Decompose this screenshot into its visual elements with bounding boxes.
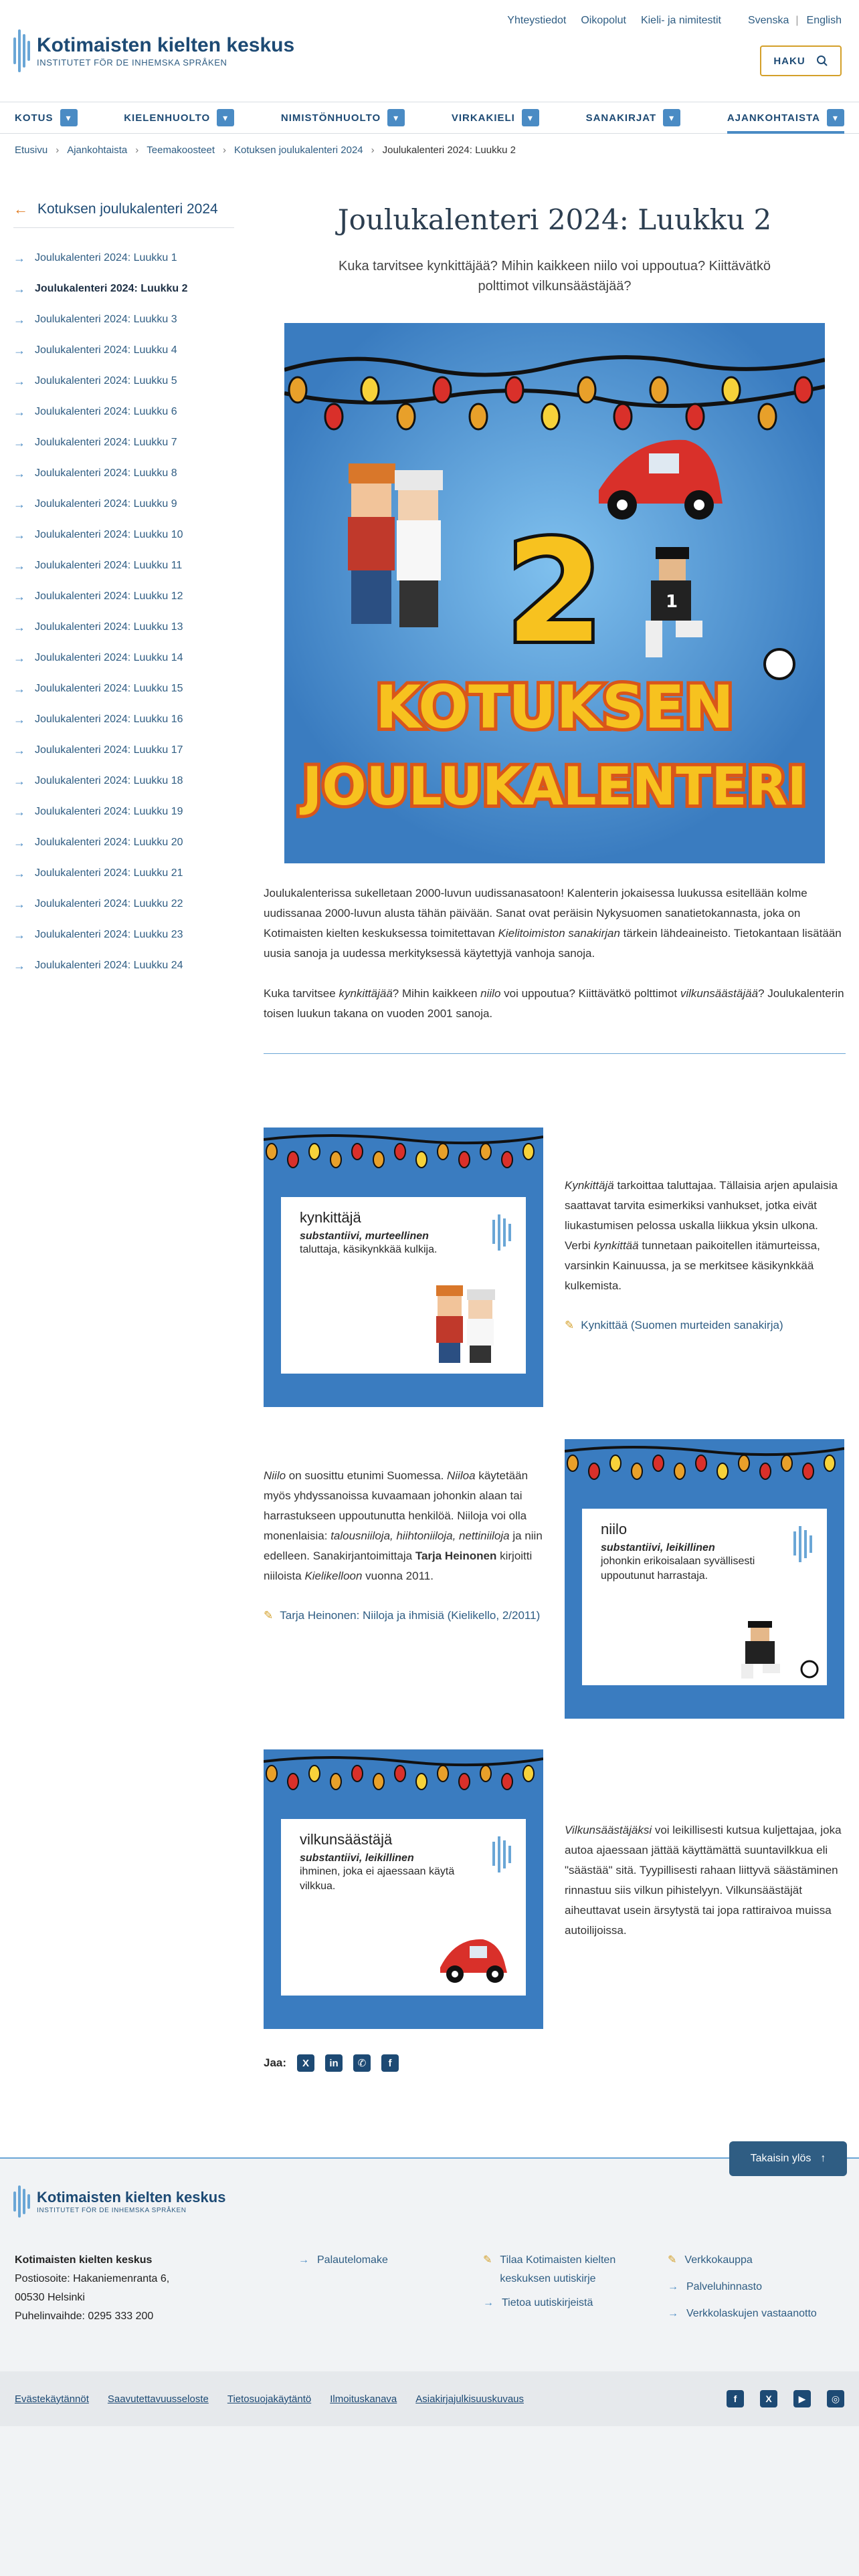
- instagram-icon[interactable]: ◎: [827, 2390, 844, 2407]
- nav-ajankohtaista[interactable]: AJANKOHTAISTA ▾: [727, 102, 844, 134]
- light-bulb-icon: [502, 1152, 512, 1168]
- page-title: Joulukalenteri 2024: Luukku 2: [337, 203, 772, 236]
- chevron-right-icon: ›: [223, 144, 226, 156]
- link-niiloja-ja-ihmisia[interactable]: ✎ Tarja Heinonen: Niiloja ja ihmisiä (Kielikello, 2/2011): [264, 1606, 551, 1625]
- sidebar-item[interactable]: [13, 304, 234, 335]
- arrow-right-icon: →: [13, 312, 25, 326]
- arrow-right-icon: →: [298, 2254, 309, 2266]
- sidebar-item[interactable]: [13, 858, 234, 889]
- sidebar-item-label: Joulukalenteri 2024: Luukku 10: [35, 529, 183, 540]
- nav-kielenhuolto[interactable]: KIELENHUOLTO ▾: [124, 102, 234, 134]
- arrow-right-icon: →: [668, 2308, 678, 2319]
- light-bulb-icon: [395, 1144, 405, 1160]
- footer-logo[interactable]: [13, 2184, 225, 2219]
- section-divider: [264, 1053, 846, 1054]
- light-bulb-icon: [459, 1152, 470, 1168]
- light-string-icon: [264, 1128, 543, 1174]
- word-card-vilkunsaastaja: [264, 1749, 543, 2029]
- share-label: Jaa:: [264, 2056, 287, 2069]
- arrow-right-icon: →: [13, 958, 25, 972]
- sidebar: [13, 201, 234, 981]
- light-bulb-icon: [289, 377, 306, 403]
- light-bulb-icon: [578, 377, 595, 403]
- arrow-right-icon: →: [13, 774, 25, 788]
- card-definition: johonkin erikoisalaan syvällisesti uppoutunut harrastaja.: [601, 1555, 755, 1582]
- sidebar-item[interactable]: [13, 673, 234, 704]
- chevron-down-icon[interactable]: ▾: [827, 109, 844, 126]
- arrow-right-icon: →: [13, 374, 25, 388]
- light-bulb-icon: [674, 1463, 685, 1479]
- sidebar-item-label: Joulukalenteri 2024: Luukku 23: [35, 929, 183, 940]
- word-text-vilkunsaastaja: Vilkunsäästäjäksi voi leikillisesti kutsua kuljettajaa, joka autoa ajaessaan jättää käyttämättä suuntavilkkua eli "säästää" sitä. Tyypillisesti rahaan liittyvä säästäminen rinnastuu siis vilkun pihistelyyn. Vilkunsäästäjät aiheuttavat usein ärsytystä tai jopa rattiraivoa muissa autoilijoissa.: [565, 1824, 842, 1937]
- nav-virkakieli[interactable]: VIRKAKIELI ▾: [452, 102, 539, 134]
- footer-logo-subtitle: INSTITUTET FÖR DE INHEMSKA SPRÅKEN: [37, 2206, 187, 2214]
- footer-logo-title: Kotimaisten kielten keskus: [37, 2188, 226, 2206]
- card-word: niilo: [601, 1521, 628, 1537]
- sidebar-item-label: Joulukalenteri 2024: Luukku 6: [35, 406, 177, 417]
- arrow-right-icon: →: [13, 620, 25, 634]
- sidebar-item[interactable]: [13, 397, 234, 427]
- intro-paragraph-2: Kuka tarvitsee kynkittäjää? Mihin kaikkeen niilo voi uppoutua? Kiittävätkö polttimot vilkunsäästäjää? Joulukalenterin toisen luukun takana on vuoden 2001 sanoja.: [264, 987, 844, 1020]
- footer-address-2: 00530 Helsinki: [15, 2292, 85, 2303]
- word-text-kynkittaja: Kynkittäjä tarkoittaa taluttajaa. Tällaisia arjen apulaisia saattavat tarvita esimerkiksi vanhukset, jotka eivät liukastumisen pelossa uskalla liikkua yksin ulkona. Verbi kynkittää tunnetaan paikoitellen itämurteissa, varsinkin Kainuussa, ja se merkitsee käsikynkkää kulkemista. ✎ Kynkittää (Suomen murteiden sanakirja): [565, 1176, 843, 1335]
- arrow-right-icon: →: [13, 528, 25, 542]
- light-bulb-icon: [373, 1152, 384, 1168]
- footer-link-cookies[interactable]: Evästekäytännöt: [15, 2393, 89, 2405]
- light-bulb-icon: [759, 404, 776, 429]
- light-bulb-icon: [824, 1455, 835, 1471]
- light-bulb-icon: [288, 1774, 298, 1790]
- word-text-niilo: Niilo on suosittu etunimi Suomessa. Niiloa käytetään myös yhdyssanoissa kuvaamaan johonkin alaan tai harrastukseen uppoutunutta henkilöä. Niiloja voi olla monenlaisia: talousniiloja, hiihtoniiloja, nettiniiloja ja niin edelleen. Sanakirjantoimittaja Tarja Heinonen kirjoitti niiloista Kielikelloon vuonna 2011. ✎ Tarja Heinonen: Niiloja ja ihmisiä (Kielikello, 2/2011): [264, 1466, 551, 1625]
- footer-col-4: [668, 2251, 848, 2323]
- chevron-down-icon[interactable]: ▾: [663, 109, 680, 126]
- arrow-right-icon: →: [13, 343, 25, 357]
- share-bar: [264, 2054, 399, 2072]
- footer-link-privacy[interactable]: Tietosuojakäytäntö: [227, 2393, 312, 2405]
- arrow-right-icon: →: [13, 435, 25, 449]
- footer-org-name: Kotimaisten kielten keskus: [15, 2254, 153, 2266]
- light-bulb-icon: [330, 1152, 341, 1168]
- light-bulb-icon: [781, 1455, 792, 1471]
- footer-link-documents[interactable]: Asiakirjajulkisuuskuvaus: [415, 2393, 524, 2405]
- sidebar-item[interactable]: [13, 950, 234, 981]
- lead-text: Kuka tarvitsee kynkittäjää? Mihin kaikkeen niilo voi uppoutua? Kiittävätkö polttimot vilkunsäästäjää?: [339, 259, 771, 294]
- sidebar-item-label: Joulukalenteri 2024: Luukku 24: [35, 960, 183, 971]
- intro-paragraph-1: Joulukalenterissa sukelletaan 2000-luvun uudissanasatoon! Kalenterin jokaisessa luukussa esitellään kolme uudissanaa 2000-luvun alusta tähän päivään. Sanat ovat peräisin Nykysuomen sanatietokannasta, joka on Kotimaisten kielten keskuksessa toimitettavan Kielitoimiston sanakirjan tärkein lähdeaineisto. Tietokantaan lisätään uusia sanoja ja uudessa merkityksessä käytettyjä vanhoja sanoja.: [264, 887, 842, 960]
- nav-nimistonhuolto[interactable]: NIMISTÖNHUOLTO ▾: [281, 102, 405, 134]
- sidebar-item[interactable]: [13, 427, 234, 458]
- arrow-right-icon: →: [13, 651, 25, 665]
- sidebar-item[interactable]: [13, 920, 234, 950]
- light-bulb-icon: [610, 1455, 621, 1471]
- utility-links: [492, 15, 842, 27]
- card-word-type: substantiivi, murteellinen: [300, 1230, 429, 1242]
- arrow-right-icon: →: [13, 589, 25, 603]
- sidebar-item[interactable]: [13, 735, 234, 766]
- arrow-right-icon: →: [13, 282, 25, 296]
- sidebar-item[interactable]: [13, 243, 234, 274]
- arrow-right-icon: →: [13, 866, 25, 880]
- light-string-icon: [565, 1439, 844, 1486]
- light-bulb-icon: [438, 1144, 448, 1160]
- arrow-right-icon: →: [13, 558, 25, 572]
- arrow-right-icon: →: [13, 405, 25, 419]
- search-label: HAKU: [773, 55, 805, 67]
- sidebar-item-label: Joulukalenteri 2024: Luukku 12: [35, 591, 183, 602]
- word-card-kynkittaja: [264, 1128, 543, 1407]
- sidebar-item-label: Joulukalenteri 2024: Luukku 5: [35, 375, 177, 387]
- light-bulb-icon: [395, 1765, 405, 1782]
- light-bulb-icon: [653, 1455, 664, 1471]
- sidebar-item[interactable]: [13, 704, 234, 735]
- logo-mark-icon: [13, 27, 30, 75]
- chevron-right-icon: ›: [135, 144, 139, 156]
- sidebar-item[interactable]: [13, 766, 234, 796]
- arrow-right-icon: →: [13, 681, 25, 695]
- footer-phone: Puhelinvaihde: 0295 333 200: [15, 2311, 154, 2322]
- light-bulb-icon: [416, 1152, 427, 1168]
- kotus-mark-icon: [792, 1525, 814, 1565]
- site-logo[interactable]: [13, 27, 294, 75]
- footer-col-3: [483, 2251, 644, 2313]
- logo-title: Kotimaisten kielten keskus: [37, 33, 295, 56]
- light-bulb-icon: [523, 1144, 534, 1160]
- chevron-right-icon: ›: [56, 144, 60, 156]
- light-bulb-icon: [523, 1765, 534, 1782]
- sidebar-item[interactable]: [13, 796, 234, 827]
- arrow-right-icon: →: [13, 497, 25, 511]
- logo-subtitle: INSTITUTET FÖR DE INHEMSKA SPRÅKEN: [37, 57, 227, 68]
- youtube-icon[interactable]: ▶: [793, 2390, 811, 2407]
- link-kynkittaa[interactable]: ✎ Kynkittää (Suomen murteiden sanakirja): [565, 1316, 843, 1335]
- footer-link-accessibility[interactable]: Saavutettavuusseloste: [107, 2393, 209, 2405]
- arrow-right-icon: →: [13, 897, 25, 911]
- facebook-icon[interactable]: f: [381, 2054, 399, 2072]
- light-bulb-icon: [567, 1455, 578, 1471]
- sidebar-item-label: Joulukalenteri 2024: Luukku 3: [35, 314, 177, 325]
- kotus-mark-icon: [491, 1835, 512, 1875]
- light-bulb-icon: [434, 377, 451, 403]
- footer-bottom-bar: [0, 2371, 859, 2426]
- light-bulb-icon: [416, 1774, 427, 1790]
- sidebar-title: Kotuksen joulukalenteri 2024: [37, 201, 218, 217]
- sidebar-item-label: Joulukalenteri 2024: Luukku 9: [35, 498, 177, 510]
- light-bulb-icon: [686, 404, 704, 429]
- lang-separator: |: [795, 15, 799, 26]
- hero-line-1: KOTUKSEN: [375, 673, 734, 742]
- sidebar-item[interactable]: [13, 612, 234, 643]
- search-icon: [816, 55, 828, 67]
- back-to-top-button[interactable]: Takaisin ylös ↑: [729, 2141, 847, 2176]
- arrow-right-icon: →: [13, 928, 25, 942]
- arrow-right-icon: →: [668, 2281, 678, 2292]
- link-contacts[interactable]: Yhteystiedot: [507, 15, 567, 26]
- nav-kotus[interactable]: KOTUS ▾: [15, 102, 78, 134]
- sidebar-item-label: Joulukalenteri 2024: Luukku 1: [35, 252, 177, 263]
- card-word-type: substantiivi, leikillinen: [601, 1542, 715, 1553]
- breadcrumb-current: Joulukalenteri 2024: Luukku 2: [382, 144, 516, 156]
- sidebar-item-label: Joulukalenteri 2024: Luukku 19: [35, 806, 183, 817]
- light-bulb-icon: [373, 1774, 384, 1790]
- facebook-icon[interactable]: f: [727, 2390, 744, 2407]
- soccer-player-icon: [728, 1620, 822, 1680]
- x-icon[interactable]: X: [760, 2390, 777, 2407]
- light-bulb-icon: [502, 1774, 512, 1790]
- red-car-icon: [435, 1933, 515, 1986]
- sidebar-item[interactable]: [13, 643, 234, 673]
- light-bulb-icon: [803, 1463, 814, 1479]
- light-bulb-icon: [459, 1774, 470, 1790]
- light-bulb-icon: [480, 1144, 491, 1160]
- arrow-left-icon: ←: [13, 201, 28, 217]
- sidebar-item-label: Joulukalenteri 2024: Luukku 22: [35, 898, 183, 909]
- light-bulb-icon: [795, 377, 812, 403]
- chevron-down-icon[interactable]: ▾: [522, 109, 539, 126]
- sidebar-item[interactable]: [13, 889, 234, 920]
- light-bulb-icon: [717, 1463, 728, 1479]
- hero-line-2: JOULUKALENTERI: [302, 757, 807, 817]
- two-people-icon: [432, 1279, 499, 1366]
- lang-english[interactable]: English: [806, 15, 842, 26]
- light-bulb-icon: [632, 1463, 642, 1479]
- link-shortcuts[interactable]: Oikopolut: [581, 15, 626, 26]
- footer-link-invoices[interactable]: → Verkkolaskujen vastaanotto: [668, 2304, 848, 2323]
- breadcrumb-link[interactable]: Kotuksen joulukalenteri 2024: [234, 144, 363, 156]
- sidebar-item[interactable]: [13, 550, 234, 581]
- footer-link-newsletter-info[interactable]: → Tietoa uutiskirjeistä: [483, 2294, 644, 2313]
- pencil-icon: ✎: [565, 1319, 575, 1331]
- light-bulb-icon: [723, 377, 740, 403]
- pencil-icon: ✎: [668, 2254, 677, 2266]
- sidebar-item[interactable]: [13, 458, 234, 489]
- chevron-down-icon[interactable]: ▾: [387, 109, 405, 126]
- breadcrumb-link[interactable]: Ajankohtaista: [67, 144, 128, 156]
- sidebar-item-label: Joulukalenteri 2024: Luukku 18: [35, 775, 183, 786]
- site-footer: [0, 2153, 859, 2576]
- arrow-up-icon: ↑: [820, 2153, 826, 2164]
- link-language-tests[interactable]: Kieli- ja nimitestit: [640, 15, 721, 26]
- arrow-right-icon: →: [13, 466, 25, 480]
- arrow-right-icon: →: [13, 712, 25, 726]
- light-bulb-icon: [352, 1144, 363, 1160]
- lang-svenska[interactable]: Svenska: [747, 15, 789, 26]
- pencil-icon: ✎: [264, 1609, 274, 1622]
- arrow-right-icon: →: [483, 2297, 494, 2309]
- footer-contact: [15, 2251, 169, 2326]
- light-bulb-icon: [288, 1152, 298, 1168]
- x-icon[interactable]: X: [297, 2054, 314, 2072]
- sidebar-item-label: Joulukalenteri 2024: Luukku 14: [35, 652, 183, 663]
- sidebar-item[interactable]: [13, 827, 234, 858]
- light-bulb-icon: [397, 404, 415, 429]
- nav-sanakirjat[interactable]: SANAKIRJAT ▾: [586, 102, 681, 134]
- light-bulb-icon: [696, 1455, 706, 1471]
- light-bulb-icon: [589, 1463, 599, 1479]
- sidebar-item[interactable]: [13, 274, 234, 304]
- sidebar-item-label: Joulukalenteri 2024: Luukku 4: [35, 344, 177, 356]
- light-bulb-icon: [361, 377, 379, 403]
- hero-number: 2: [505, 510, 604, 674]
- whatsapp-icon[interactable]: ✆: [353, 2054, 371, 2072]
- sidebar-item[interactable]: [13, 520, 234, 550]
- light-bulb-icon: [760, 1463, 771, 1479]
- footer-link-newsletter[interactable]: ✎ Tilaa Kotimaisten kielten keskuksen uutiskirje: [483, 2251, 644, 2288]
- svg-text:1: 1: [666, 592, 678, 612]
- arrow-right-icon: →: [13, 743, 25, 757]
- card-definition: ihminen, joka ei ajaessaan käytä vilkkua.: [300, 1866, 455, 1892]
- footer-link-report[interactable]: Ilmoituskanava: [330, 2393, 397, 2405]
- sidebar-item-label: Joulukalenteri 2024: Luukku 11: [35, 560, 183, 571]
- chevron-down-icon[interactable]: ▾: [60, 109, 78, 126]
- sidebar-item-label: Joulukalenteri 2024: Luukku 20: [35, 837, 183, 848]
- sidebar-item[interactable]: [13, 366, 234, 397]
- footer-link-feedback[interactable]: → Palautelomake: [298, 2251, 388, 2270]
- breadcrumb-link[interactable]: Etusivu: [15, 144, 48, 156]
- sidebar-item-label: Joulukalenteri 2024: Luukku 7: [35, 437, 177, 448]
- sidebar-item-label: Joulukalenteri 2024: Luukku 21: [35, 867, 183, 879]
- hero-illustration: [284, 323, 825, 863]
- card-word-type: substantiivi, leikillinen: [300, 1852, 414, 1864]
- sidebar-list: [13, 243, 234, 981]
- chevron-down-icon[interactable]: ▾: [217, 109, 234, 126]
- light-bulb-icon: [438, 1765, 448, 1782]
- sidebar-item-label: Joulukalenteri 2024: Luukku 2: [35, 283, 188, 294]
- light-bulb-icon: [266, 1144, 277, 1160]
- logo-mark-icon: [13, 2184, 30, 2219]
- light-bulb-icon: [739, 1455, 749, 1471]
- pencil-icon: ✎: [483, 2254, 492, 2266]
- sidebar-back-link[interactable]: [13, 201, 234, 228]
- site-header: [0, 0, 859, 102]
- chevron-right-icon: ›: [371, 144, 375, 156]
- sidebar-item[interactable]: [13, 489, 234, 520]
- breadcrumb: [15, 144, 516, 156]
- search-button[interactable]: [760, 45, 842, 76]
- light-bulb-icon: [309, 1765, 320, 1782]
- sidebar-item-label: Joulukalenteri 2024: Luukku 8: [35, 467, 177, 479]
- kotus-mark-icon: [491, 1213, 512, 1253]
- linkedin-icon[interactable]: in: [325, 2054, 343, 2072]
- footer-link-shop[interactable]: ✎ Verkkokauppa: [668, 2251, 848, 2270]
- word-card-niilo: [565, 1439, 844, 1719]
- sidebar-item[interactable]: [13, 335, 234, 366]
- light-bulb-icon: [325, 404, 343, 429]
- light-bulb-icon: [542, 404, 559, 429]
- light-bulb-icon: [352, 1765, 363, 1782]
- arrow-right-icon: →: [13, 804, 25, 819]
- sidebar-item-label: Joulukalenteri 2024: Luukku 16: [35, 714, 183, 725]
- footer-link-prices[interactable]: → Palveluhinnasto: [668, 2278, 848, 2296]
- sidebar-item-label: Joulukalenteri 2024: Luukku 13: [35, 621, 183, 633]
- card-definition: taluttaja, käsikynkkää kulkija.: [300, 1244, 438, 1255]
- sidebar-item-label: Joulukalenteri 2024: Luukku 17: [35, 744, 183, 756]
- hero-image: [284, 323, 825, 863]
- light-bulb-icon: [470, 404, 487, 429]
- light-bulb-icon: [506, 377, 523, 403]
- arrow-right-icon: →: [13, 835, 25, 849]
- light-bulb-icon: [330, 1774, 341, 1790]
- footer-col-2: [298, 2251, 388, 2270]
- light-bulb-icon: [614, 404, 632, 429]
- light-bulb-icon: [266, 1765, 277, 1782]
- footer-address-1: Postiosoite: Hakaniemenranta 6,: [15, 2273, 170, 2284]
- light-bulb-icon: [650, 377, 668, 403]
- card-word: vilkunsäästäjä: [300, 1831, 393, 1848]
- sidebar-item-label: Joulukalenteri 2024: Luukku 15: [35, 683, 183, 694]
- breadcrumb-link[interactable]: Teemakoosteet: [147, 144, 215, 156]
- light-bulb-icon: [309, 1144, 320, 1160]
- light-bulb-icon: [480, 1765, 491, 1782]
- card-word: kynkittäjä: [300, 1209, 361, 1226]
- sidebar-item[interactable]: [13, 581, 234, 612]
- arrow-right-icon: →: [13, 251, 25, 265]
- main-content: [264, 201, 846, 1083]
- main-nav: [0, 102, 859, 134]
- light-string-icon: [264, 1749, 543, 1796]
